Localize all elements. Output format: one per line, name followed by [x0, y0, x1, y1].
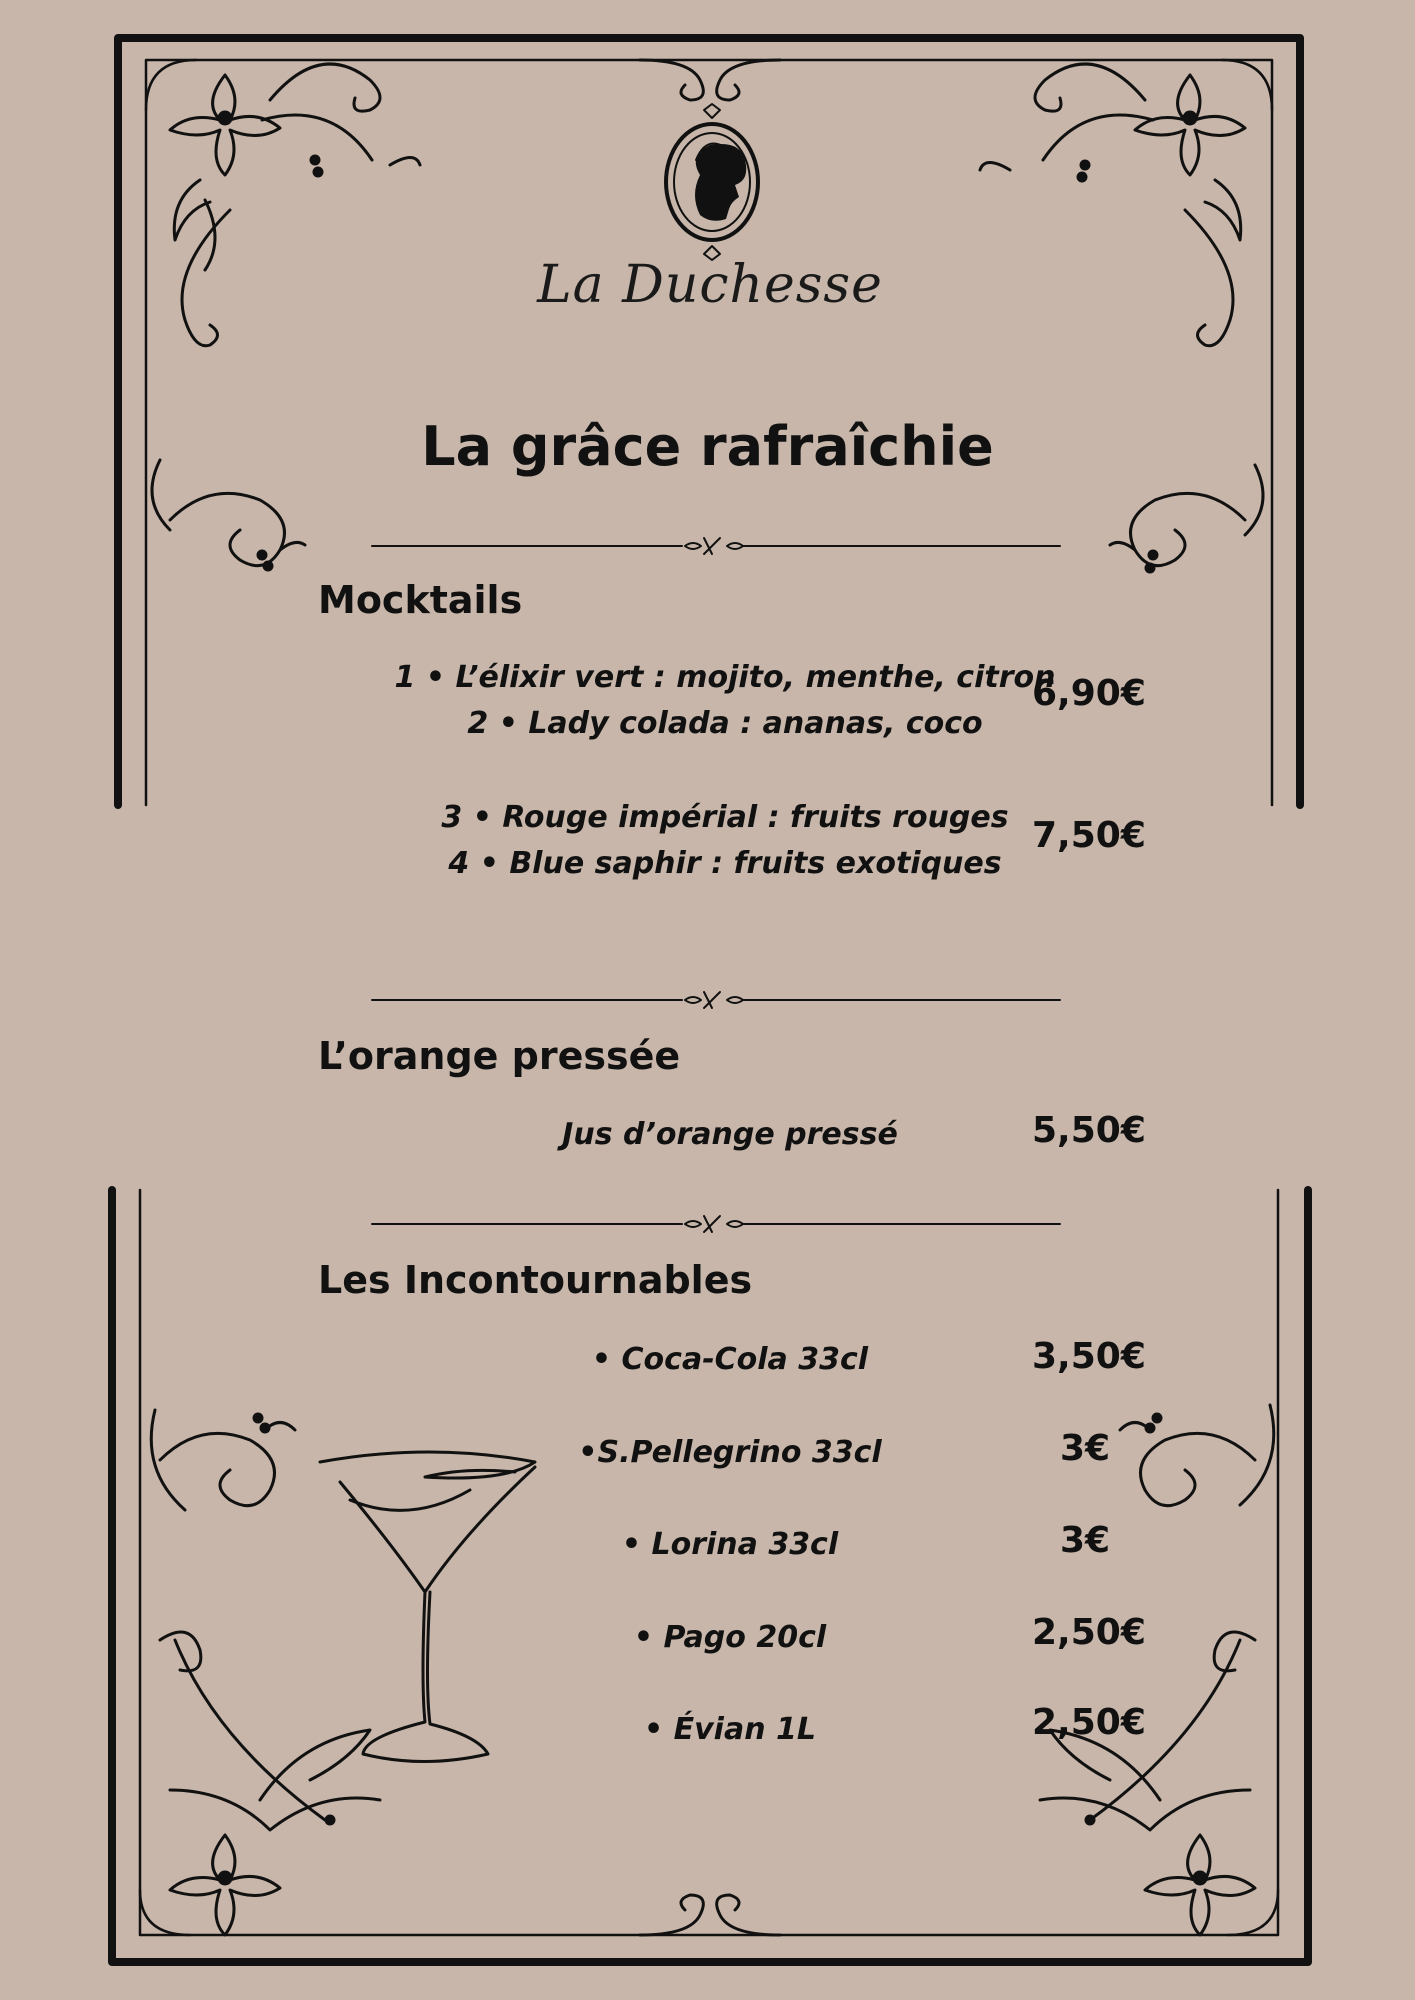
divider-1	[372, 538, 1060, 554]
menu-item: • Pago 20cl	[633, 1620, 827, 1655]
price: 7,50€	[1032, 815, 1146, 856]
price: 3€	[1060, 1520, 1111, 1561]
corner-ornament-top-right	[980, 64, 1245, 346]
corner-ornament-bottom-left	[170, 1730, 380, 1935]
logo-cameo-icon	[666, 104, 758, 260]
section-title-mocktails: Mocktails	[318, 578, 523, 622]
menu-item: 2 • Lady colada : ananas, coco	[467, 706, 983, 741]
menu-item: 4 • Blue saphir : fruits exotiques	[448, 846, 1002, 881]
price: 2,50€	[1032, 1702, 1146, 1743]
bottom-center-curl	[640, 1895, 780, 1935]
side-ornament-right-top	[1110, 465, 1263, 572]
price: 6,90€	[1032, 673, 1146, 714]
price: 2,50€	[1032, 1612, 1146, 1653]
menu-item: 3 • Rouge impérial : fruits rouges	[441, 800, 1009, 835]
menu-item: •S.Pellegrino 33cl	[578, 1435, 882, 1470]
menu-item: • Coca-Cola 33cl	[591, 1342, 869, 1377]
corner-ornament-bottom-right	[1040, 1730, 1255, 1935]
cocktail-glass-icon	[320, 1452, 535, 1762]
page-title: La grâce rafraîchie	[421, 415, 994, 478]
menu-item: Jus d’orange pressé	[562, 1117, 898, 1152]
divider-2	[372, 992, 1060, 1008]
price: 5,50€	[1032, 1110, 1146, 1151]
price: 3€	[1060, 1428, 1111, 1469]
section-title-orange: L’orange pressée	[318, 1034, 681, 1078]
menu-item: • Évian 1L	[644, 1712, 816, 1747]
bottom-frame	[112, 1190, 1308, 1962]
price: 3,50€	[1032, 1336, 1146, 1377]
divider-3	[372, 1216, 1060, 1232]
corner-ornament-top-left	[170, 64, 420, 346]
menu-item: 1 • L’élixir vert : mojito, menthe, citron	[394, 660, 1056, 695]
top-center-curl	[640, 60, 780, 100]
menu-item: • Lorina 33cl	[621, 1527, 839, 1562]
brand-name: La Duchesse	[537, 255, 883, 315]
section-title-incontournables: Les Incontournables	[318, 1258, 753, 1302]
